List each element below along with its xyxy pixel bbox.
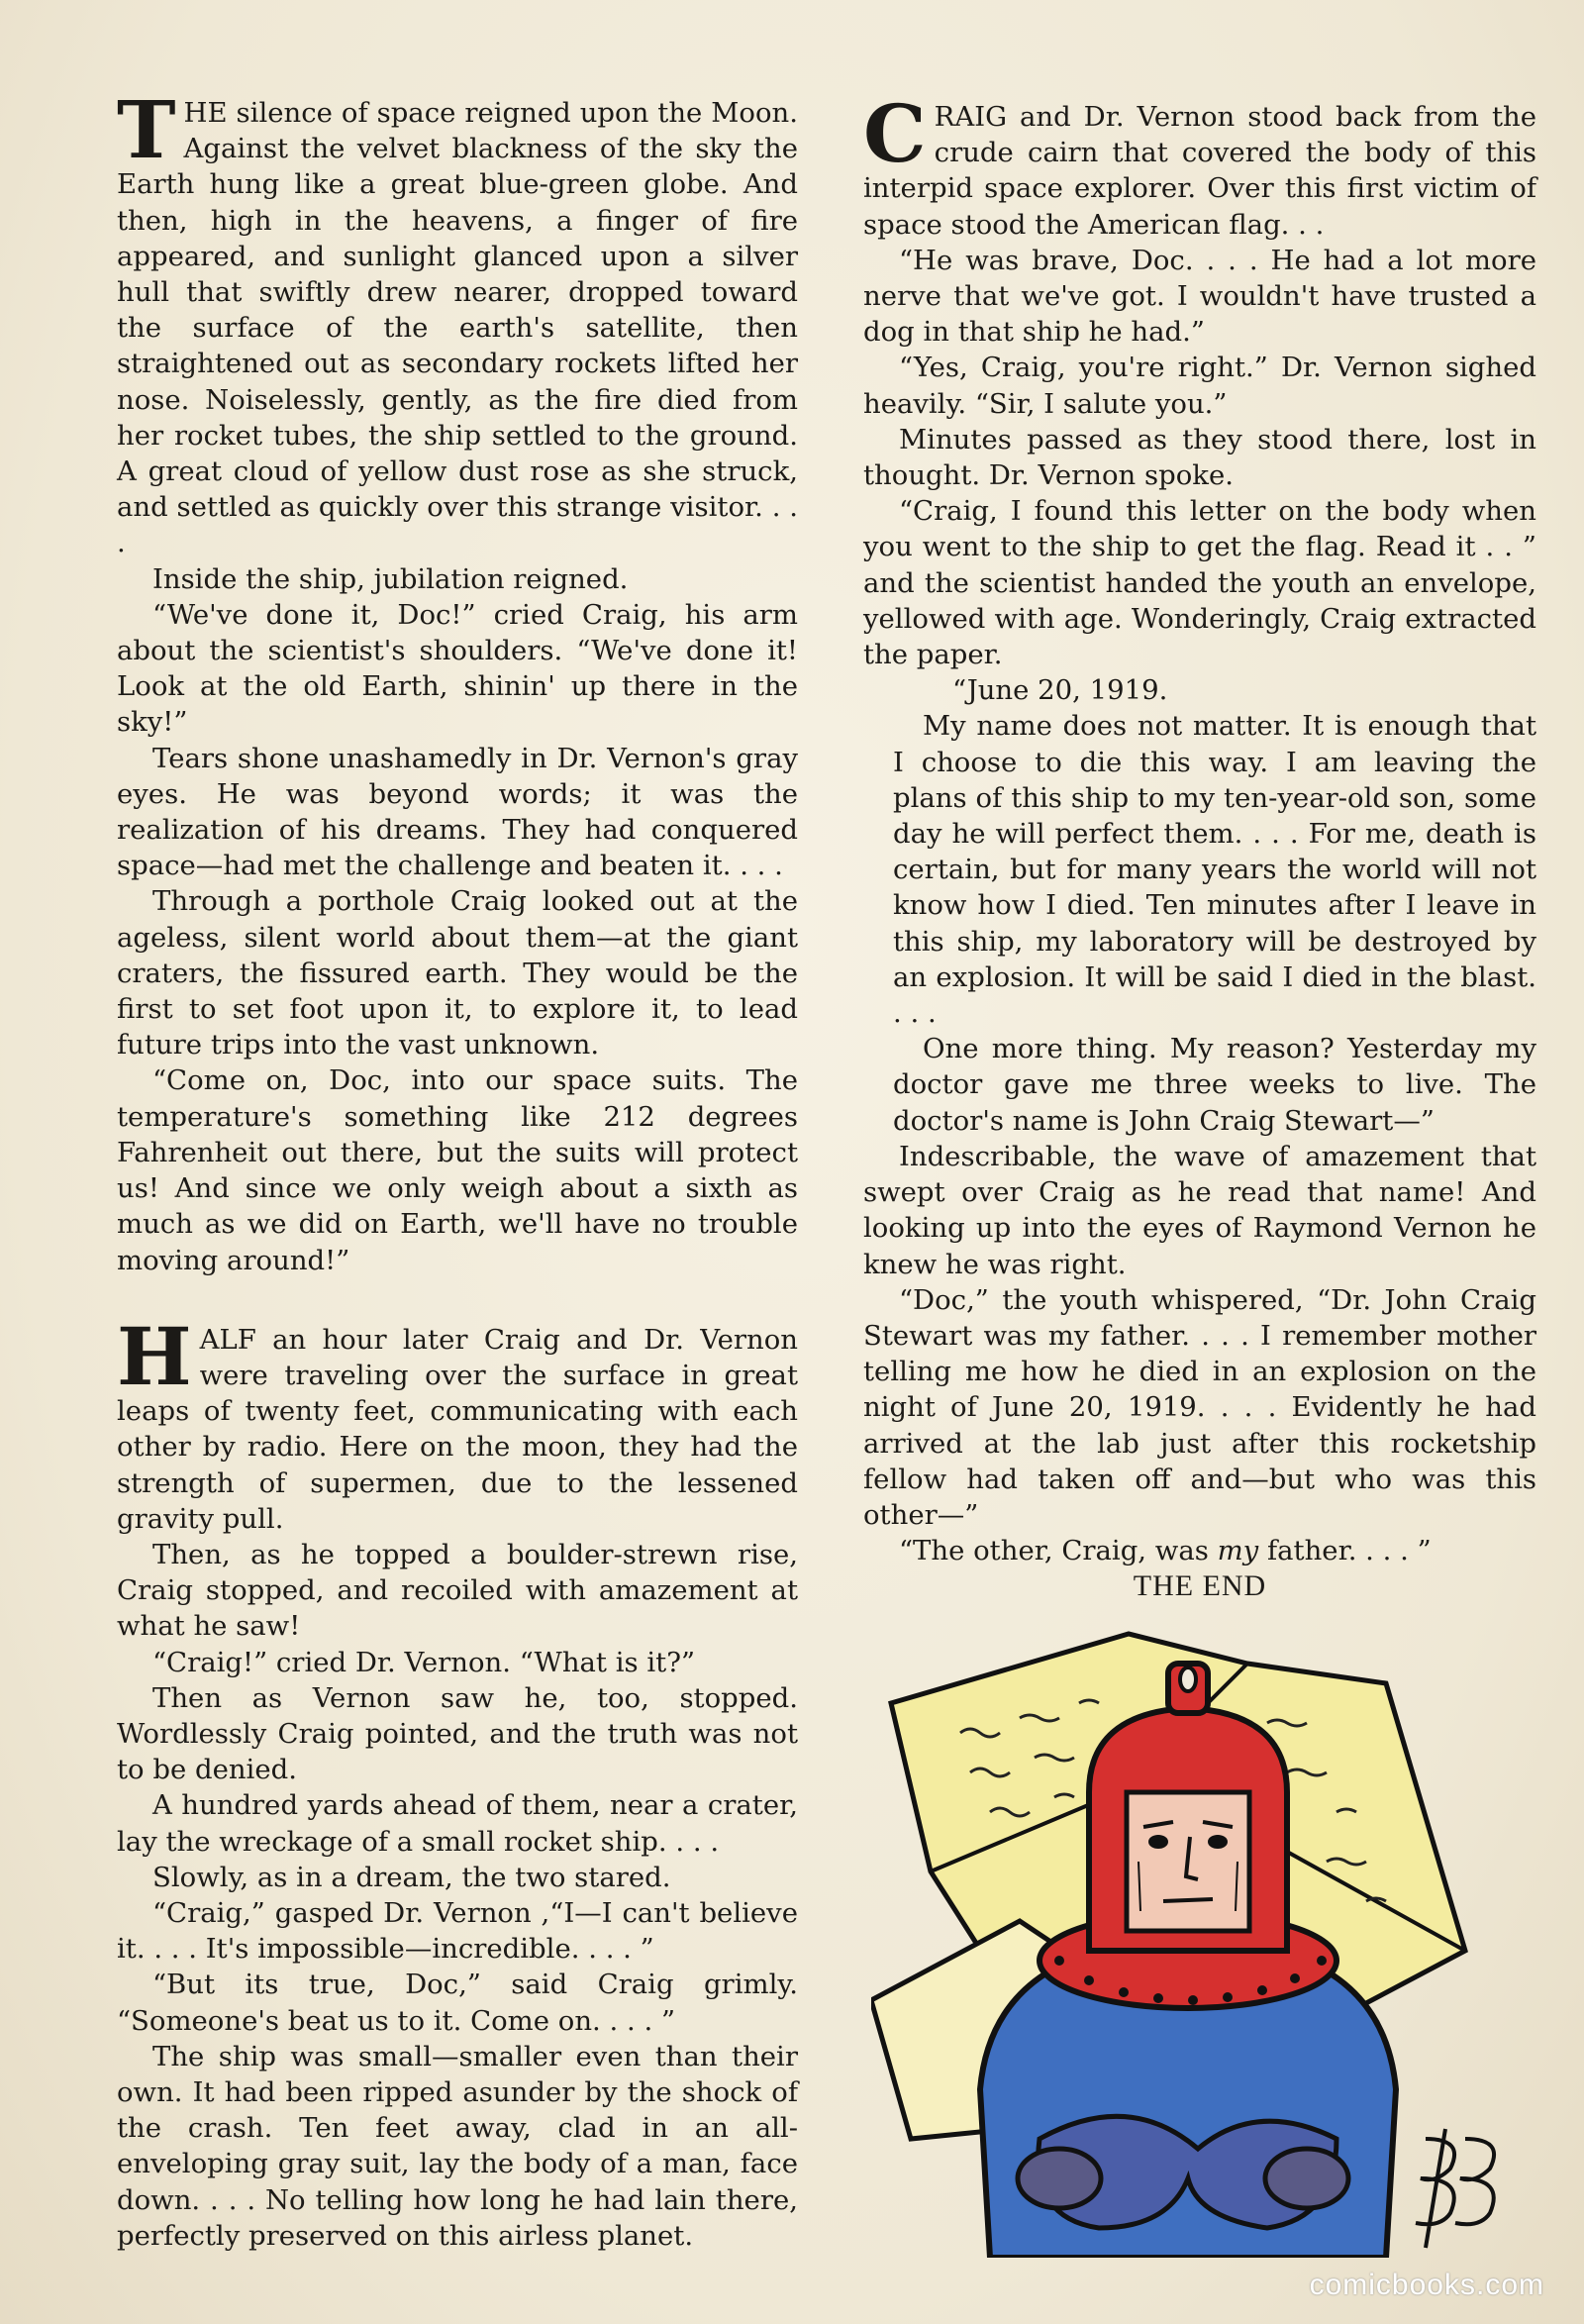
paragraph-text: “The other, Craig, was [899,1535,1218,1567]
paragraph-text: HE silence of space reigned upon the Moon. Against the velvet blackness of the sky the Earth hung like a great blue-green globe. And then, high in the heavens, a finger of fire appeared, and sunlight glanced upon a silver hull that swiftly drew nearer, dropped toward the surface of the earth's satellite, then straightened out as secondary rockets lifted her nose. Noiselessly, gently, as the fire died from her rocket tubes, the ship settled to the ground. A great cloud of yellow dust rose as she struck, and settled as quickly over this strange visitor. . . . [117,97,798,559]
paragraph: “Craig, I found this letter on the body when you went to the ship to get the flag. Read it . . ” and the scientist handed the youth an envelope, yellowed with age. Wonderingly, Craig extracted the paper. [863,495,1536,671]
left-text-column [117,83,798,2254]
site-watermark: comicbooks.com [1309,2269,1544,2301]
paragraph: A hundred yards ahead of them, near a crater, lay the wreckage of a small rocket ship. . . . [117,1789,798,1858]
letter-date: “June 20, 1919. [952,674,1168,707]
the-end-title: THE END [1133,1569,1267,1603]
drop-cap: C [863,87,927,180]
emphasis-text: my [1217,1535,1259,1567]
letter-paragraph: My name does not matter. It is enough that I choose to die this way. I am leaving the plans of this ship to my ten-year-old son, some day he will perfect them. . . . For me, death is certain, but for many years the world will not know how I died. Ten minutes after I leave in this ship, my laboratory will be destroyed by an explosion. It will be said I died in the blast. . . . [893,710,1536,1030]
paragraph: Then, as he topped a boulder-strewn rise, Craig stopped, and recoiled with amazement at what he saw! [117,1538,798,1643]
paragraph [863,87,1536,243]
paragraph: “Yes, Craig, you're right.” Dr. Vernon sighed heavily. “Sir, I salute you.” [863,352,1536,420]
paragraph: “We've done it, Doc!” cried Craig, his arm about the scientist's shoulders. “We've done it! Look at the old Earth, shinin' up there in the sky!” [117,598,798,739]
right-text-column [863,87,1536,1605]
paragraph [117,83,798,561]
paragraph: Indescribable, the wave of amazement that swept over Craig as he read that name! And looking up into the eyes of Raymond Vernon he knew he was right. [863,1140,1536,1280]
letter-paragraph: One more thing. My reason? Yesterday my doctor gave me three weeks to live. The doctor's name is John Craig Stewart—” [893,1033,1536,1137]
paragraph: Inside the ship, jubilation reigned. [152,562,629,595]
paragraph: The ship was small—smaller even than their own. It had been ripped asunder by the shock of the crash. Ten feet away, clad in an all-enveloping gray suit, lay the body of a man, face down. . . . No telling how long he had lain there, perfectly preserved on this airless planet. [117,2040,798,2252]
paragraph-text: father. . . . ” [1258,1535,1432,1567]
paragraph: Then as Vernon saw he, too, stopped. Wordlessly Craig pointed, and the truth was not to be denied. [117,1681,798,1786]
paragraph: “Doc,” the youth whispered, “Dr. John Craig Stewart was my father. . . . I remember mother telling me how he died in an explosion on the night of June 20, 1919. . . . Evidently he had arrived at the lab just after this rocketship fellow had taken off and—but who was this other—” [863,1283,1536,1531]
paragraph [117,1309,798,1537]
paragraph: Slowly, as in a dream, the two stared. [152,1861,671,1893]
paragraph: “But its true, Doc,” said Craig grimly. “Someone's beat us to it. Come on. . . . ” [117,1969,798,2037]
paragraph: Tears shone unashamedly in Dr. Vernon's gray eyes. He was beyond words; it was the realization of his dreams. They had conquered space—had met the challenge and beaten it. . . . [117,742,798,882]
spaceman-with-letter-illustration [871,1624,1505,2258]
paragraph-text: ALF an hour later Craig and Dr. Vernon were traveling over the surface in great leaps of twenty feet, communicating with each other by radio. Here on the moon, they had the strength of supermen, due to the lessened gravity pull. [117,1323,798,1535]
paragraph [863,1533,1536,1568]
paragraph: Minutes passed as they stood there, lost in thought. Dr. Vernon spoke. [863,423,1536,492]
drop-cap: T [117,83,176,176]
paragraph: “Craig,” gasped Dr. Vernon ,“I—I can't believe it. . . . It's impossible—incredible. . . . ” [117,1896,798,1966]
paragraph: “Craig!” cried Dr. Vernon. “What is it?” [152,1646,696,1678]
paragraph: “Come on, Doc, into our space suits. The temperature's something like 212 degrees Fahrenheit out there, but the suits will protect us! And since we only weigh about a sixth as much as we did on Earth, we'll have no trouble moving around!” [117,1064,798,1276]
letter-block [893,672,1536,1139]
paragraph: “He was brave, Doc. . . . He had a lot more nerve that we've got. I wouldn't have trusted a dog in that ship he had.” [863,244,1536,349]
paragraph: Through a porthole Craig looked out at the ageless, silent world about them—at the giant craters, the fissured earth. They would be the first to set foot upon it, to explore it, to lead future trips into the vast unknown. [117,885,798,1061]
drop-cap: H [117,1309,192,1403]
paragraph-text: RAIG and Dr. Vernon stood back from the crude cairn that covered the body of this interpid space explorer. Over this first victim of space stood the American flag. . . [863,101,1536,241]
artist-signature [1416,2129,1494,2248]
